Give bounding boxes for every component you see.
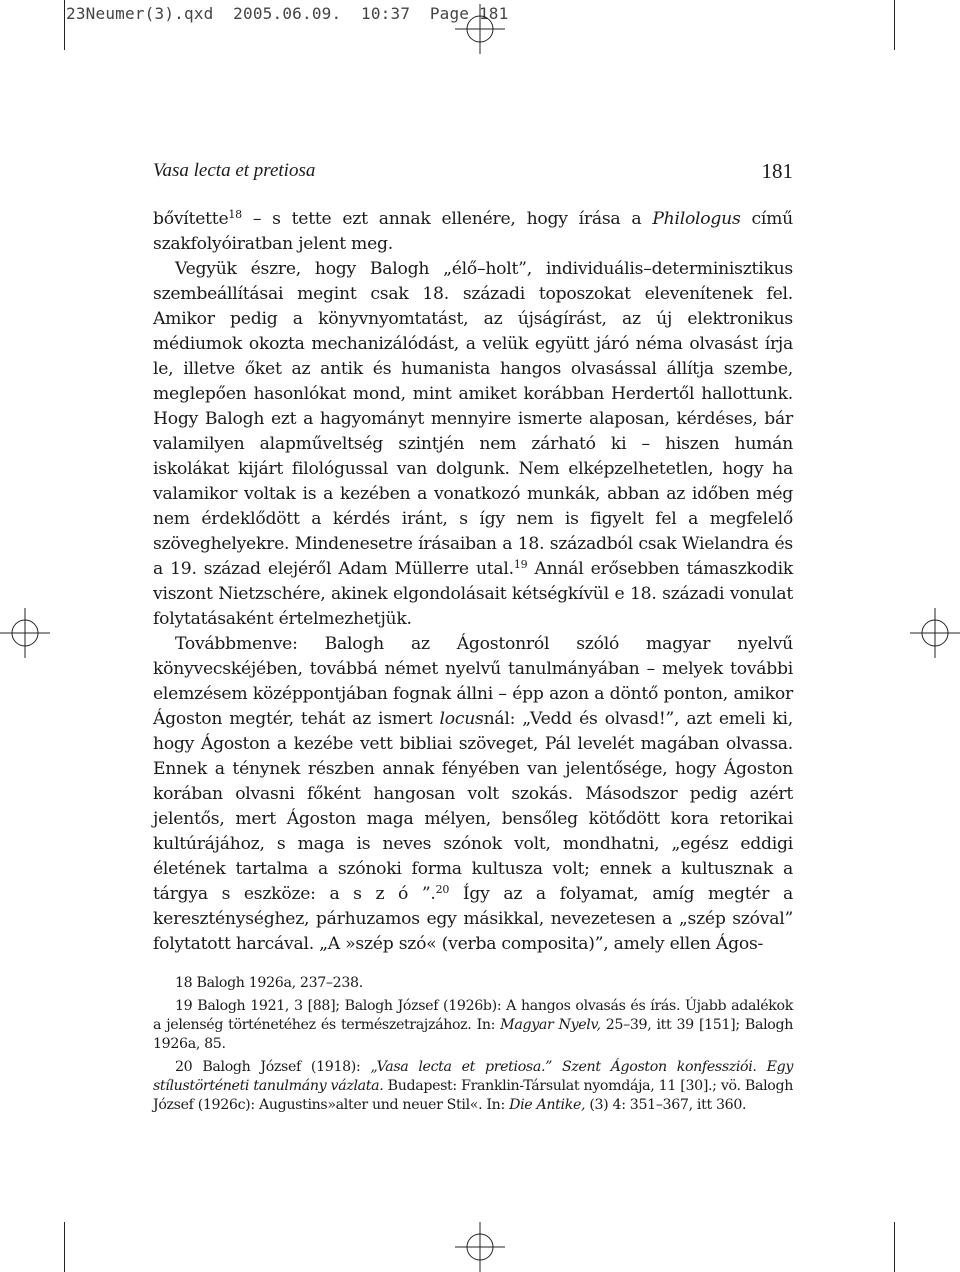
footnote-ref-20: 20 [435, 883, 450, 896]
text-run: Budapest: Franklin-Társulat nyomdája, 11 [30].; vö. Balogh József (1926c): Augustins»alter und neuer Stil«. In: [153, 1078, 793, 1113]
text-run: Továbbmenve: Balogh az Ágostonról szóló magyar nyelvű könyvecskéjében, továbbá német nyelvű tanulmányában – melyek további elemzésem középpontjában fognak állni – épp azon a döntő ponton, amikor Ágoston megtér, tehát az ismert [153, 634, 793, 729]
text-run: nál: „Vedd és olvasd!”, azt emeli ki, hogy Ágoston a kezébe vett bibliai szöveget, Pál levelét magában olvassa. Ennek a ténynek részben annak fényében van jelentősége, hogy Ágoston korában olvasni főként hangosan volt szokás. Másodszor pedig azért jelentős, mert Ágoston maga mélyen, bensőleg kötődött kora retorikai kultúrájához, s maga is neves szónok volt, mondhatni, „egész eddigi életének tartalma a szónoki forma kultusza volt; ennek a kultusznak a tárgya s eszköze: a s z ó ”. [153, 709, 793, 904]
crop-mark-bottom-left [64, 1222, 65, 1272]
crop-mark-top-right [894, 0, 895, 50]
journal-title: Magyar Nyelv, [500, 1017, 601, 1033]
footnote-20 [153, 1058, 793, 1115]
footnote-19 [153, 997, 793, 1054]
crop-mark-bottom-right [894, 1222, 895, 1272]
crop-mark-top-left [64, 0, 65, 50]
journal-title: Philologus [652, 209, 741, 229]
footnote-18: 18 Balogh 1926a, 237–238. [175, 975, 363, 991]
italic-term: locus [439, 709, 484, 729]
text-run: Így az a folyamat, amíg megtér a kereszténységhez, párhuzamos egy másikkal, nevezetesen a „szép szóval” folytatott harcával. „A »szép szó« (verba composita)”, amely ellen Ágos- [153, 884, 793, 954]
footnote-ref-19: 19 [513, 558, 528, 571]
text-run: bővítette [153, 209, 229, 229]
text-run: 20 Balogh József (1918): [175, 1059, 371, 1075]
paragraph-2 [153, 257, 793, 632]
footnotes [153, 974, 793, 1119]
registration-mark-top [455, 4, 505, 54]
text-run: Vegyük észre, hogy Balogh „élő–holt”, individuális–determinisztikus szembeállításai megint csak 18. századi toposzokat elevenítenek fel. Amikor pedig a könyvnyomtatást, az újságírást, az új elektronikus médiumok okozta mechanizálódást, a velük együtt járó néma olvasást írja le, illetve őket az antik és humanista hangos olvasással állítja szembe, meglepően hasonlókat mond, mint amiket korábban Herdertől hallottunk. Hogy Balogh ezt a hagyományt mennyire ismerte alaposan, kérdéses, bár valamilyen alapműveltség szintjén nem zárható ki – hiszen humán iskolákat kijárt filológussal van dolgunk. Nem elképzelhetetlen, hogy ha valamikor voltak is a kezében a vonatkozó munkák, abban az időben még nem érdeklődött a kérdés iránt, s így nem is figyelt fel a megfelelő szöveghelyekre. Mindenesetre írásaiban a 18. századból csak Wielandra és a 19. század elejéről Adam Müllerre utal. [153, 259, 793, 579]
text-run: 25–39, itt 39 [151]; Balogh 1926a, 85. [153, 1017, 793, 1052]
paragraph-1 [153, 207, 793, 257]
paragraph-3 [153, 632, 793, 957]
text-run: – s tette ezt annak ellenére, hogy írása a [241, 209, 653, 229]
text-run: (3) 4: 351–367, itt 360. [585, 1097, 747, 1113]
running-head-title: Vasa lecta et pretiosa [153, 160, 316, 181]
registration-mark-right [910, 608, 960, 658]
text-run: 19 Balogh 1921, 3 [88]; Balogh József (1926b): A hangos olvasás és írás. Újabb adalékok a jelenség történetéhez és természetrajzához. In: [153, 998, 793, 1033]
footnote-ref-18: 18 [228, 208, 242, 221]
book-title: „Vasa lecta et pretiosa.” Szent Ágoston konfessziói. Egy stílustörténeti tanulmány vázlata. [153, 1059, 793, 1094]
registration-mark-bottom [455, 1222, 505, 1272]
journal-title: Die Antike, [509, 1097, 586, 1113]
text-run: című szakfolyóiratban jelent meg. [153, 209, 793, 254]
text-run: Annál erősebben támaszkodik viszont Nietzschére, akinek elgondolásait kétségkívül e 18. századi vonulat folytatásaként értelmezhetjük. [153, 559, 793, 629]
body-text [153, 207, 793, 957]
registration-mark-left [0, 608, 50, 658]
slug-line: 23Neumer(3).qxd 2005.06.09. 10:37 Page 181 [66, 4, 509, 23]
page-number: 181 [761, 159, 793, 183]
